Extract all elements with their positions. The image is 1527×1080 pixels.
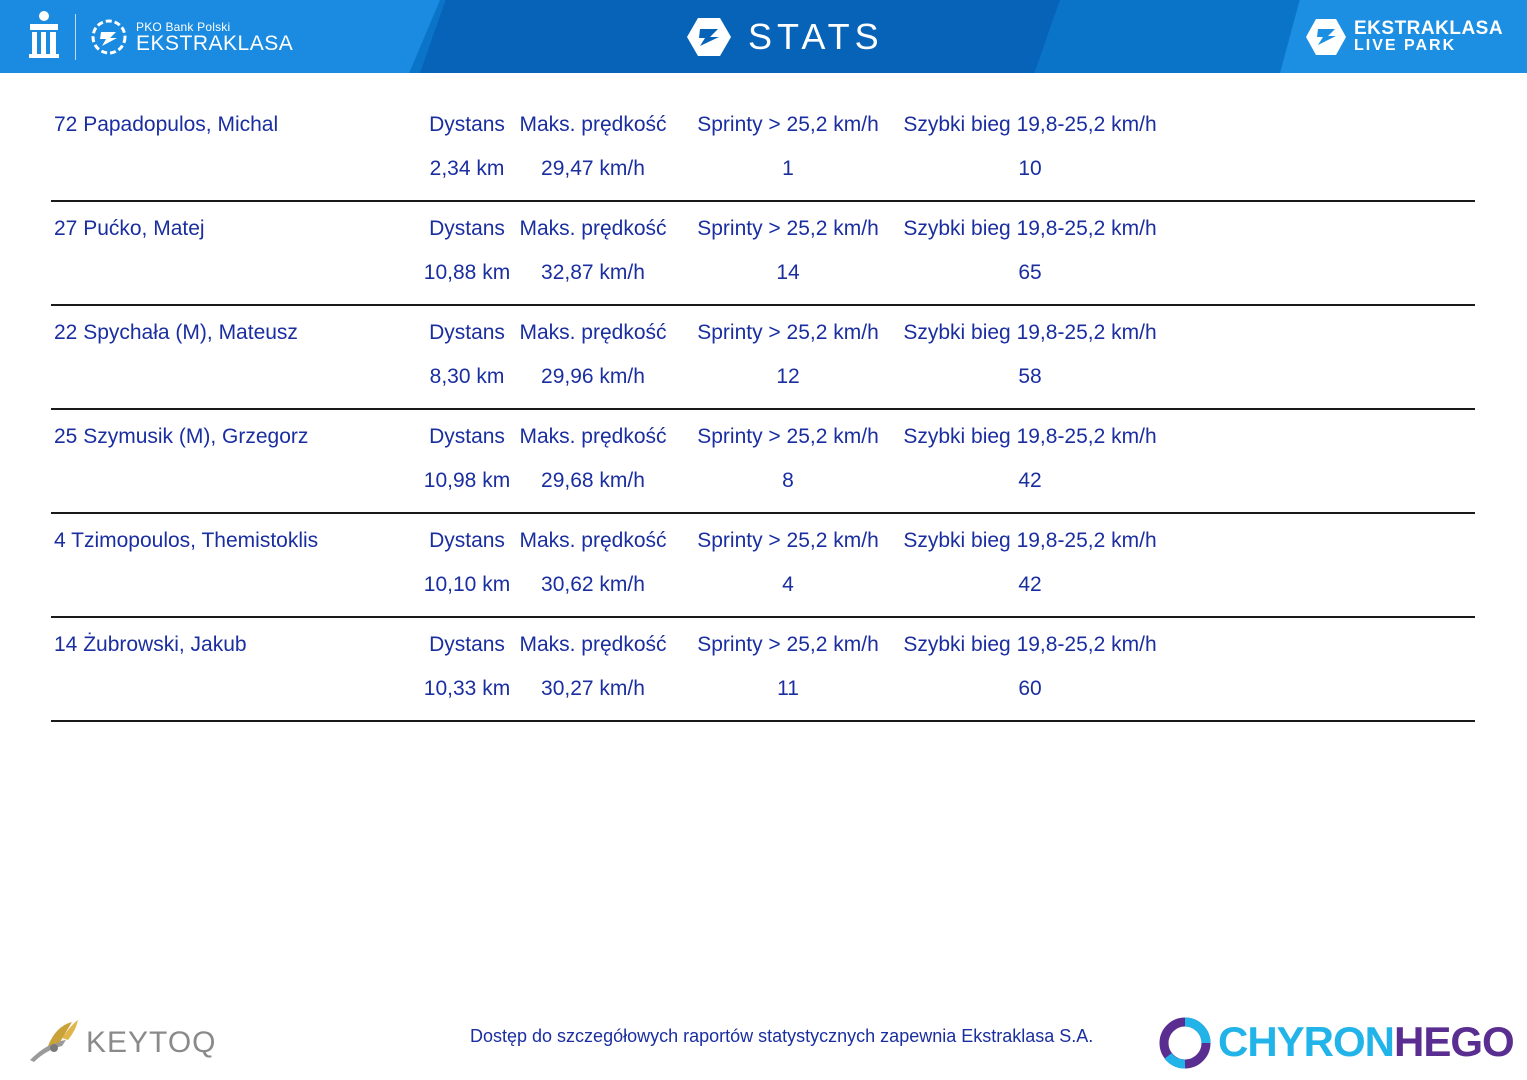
pko-logo-icon	[26, 10, 62, 60]
player-name: 22 Spychała (M), Mateusz	[54, 321, 298, 344]
distance-value: 10,88 km	[423, 261, 511, 284]
max-speed-value: 29,96 km/h	[541, 365, 645, 388]
player-row	[51, 98, 1475, 202]
sprints-value: 11	[777, 677, 799, 700]
fast-run-value: 58	[1018, 365, 1042, 388]
max-speed-value: 32,87 km/h	[541, 261, 645, 284]
sprints-label: Sprinty > 25,2 km/h	[697, 321, 879, 344]
page-title: STATS	[748, 16, 884, 57]
max-speed-value: 29,68 km/h	[541, 469, 645, 492]
sprints-value: 4	[782, 573, 794, 596]
distance-label: Dystans	[429, 633, 505, 656]
header-divider	[75, 14, 76, 60]
footer-note: Dostęp do szczegółowych raportów statystycznych zapewnia Ekstraklasa S.A.	[470, 1026, 1094, 1046]
ekstraklasa-logo-icon	[90, 18, 128, 56]
distance-value: 8,30 km	[429, 365, 505, 388]
max-speed-label: Maks. prędkość	[519, 633, 667, 656]
player-name: 72 Papadopulos, Michal	[54, 113, 279, 136]
distance-label: Dystans	[429, 321, 505, 344]
chyronhego-wordmark-part1: CHYRON	[1218, 1018, 1395, 1065]
player-row	[51, 410, 1475, 514]
sprints-label: Sprinty > 25,2 km/h	[697, 529, 879, 552]
player-name: 4 Tzimopoulos, Themistoklis	[54, 529, 319, 552]
header-bar	[0, 0, 1527, 73]
fast-run-label: Szybki bieg 19,8-25,2 km/h	[903, 425, 1157, 448]
distance-label: Dystans	[429, 425, 505, 448]
keytoq-wordmark: KEYTOQ	[86, 1026, 217, 1059]
max-speed-label: Maks. prędkość	[519, 217, 667, 240]
fast-run-label: Szybki bieg 19,8-25,2 km/h	[903, 113, 1157, 136]
livepark-subtitle: LIVE PARK	[1354, 37, 1457, 54]
sprints-value: 12	[776, 365, 800, 388]
fast-run-value: 42	[1018, 469, 1042, 492]
fast-run-label: Szybki bieg 19,8-25,2 km/h	[903, 217, 1157, 240]
sprints-label: Sprinty > 25,2 km/h	[697, 113, 879, 136]
brand-league-text: EKSTRAKLASA	[136, 32, 294, 55]
distance-label: Dystans	[429, 217, 505, 240]
fast-run-label: Szybki bieg 19,8-25,2 km/h	[903, 529, 1157, 552]
player-row	[51, 306, 1475, 410]
fast-run-value: 10	[1018, 157, 1042, 180]
player-stats-list	[51, 98, 1475, 722]
sprints-value: 14	[776, 261, 800, 284]
sprints-label: Sprinty > 25,2 km/h	[697, 633, 879, 656]
fast-run-label: Szybki bieg 19,8-25,2 km/h	[903, 633, 1157, 656]
player-row	[51, 618, 1475, 722]
player-row	[51, 514, 1475, 618]
player-row	[51, 202, 1475, 306]
distance-label: Dystans	[429, 529, 505, 552]
player-name: 14 Żubrowski, Jakub	[54, 633, 247, 656]
fast-run-value: 42	[1018, 573, 1042, 596]
distance-value: 10,33 km	[423, 677, 511, 700]
sprints-value: 8	[782, 469, 794, 492]
max-speed-value: 30,27 km/h	[541, 677, 645, 700]
max-speed-label: Maks. prędkość	[519, 113, 667, 136]
player-name: 27 Pućko, Matej	[54, 217, 205, 240]
keytoq-logo-icon	[26, 1016, 82, 1066]
sprints-label: Sprinty > 25,2 km/h	[697, 425, 879, 448]
fast-run-label: Szybki bieg 19,8-25,2 km/h	[903, 321, 1157, 344]
max-speed-label: Maks. prędkość	[519, 425, 667, 448]
livepark-logo-icon	[1305, 17, 1347, 57]
livepark-title: EKSTRAKLASA	[1354, 18, 1504, 39]
fast-run-value: 65	[1018, 261, 1042, 284]
brand-sponsor-text: PKO Bank Polski	[136, 20, 231, 34]
fast-run-value: 60	[1018, 677, 1042, 700]
distance-value: 10,98 km	[423, 469, 511, 492]
chyronhego-logo-icon	[1158, 1016, 1212, 1070]
max-speed-value: 29,47 km/h	[541, 157, 645, 180]
max-speed-label: Maks. prędkość	[519, 529, 667, 552]
sprints-value: 1	[782, 157, 794, 180]
max-speed-value: 30,62 km/h	[541, 573, 645, 596]
distance-label: Dystans	[429, 113, 505, 136]
player-name: 25 Szymusik (M), Grzegorz	[54, 425, 309, 448]
header-band-middle	[420, 0, 1060, 73]
stats-logo-icon	[686, 16, 732, 58]
distance-value: 10,10 km	[423, 573, 511, 596]
chyronhego-wordmark-part2: HEGO	[1394, 1018, 1514, 1065]
max-speed-label: Maks. prędkość	[519, 321, 667, 344]
sprints-label: Sprinty > 25,2 km/h	[697, 217, 879, 240]
chyronhego-wordmark	[1218, 1018, 1514, 1066]
distance-value: 2,34 km	[429, 157, 505, 180]
